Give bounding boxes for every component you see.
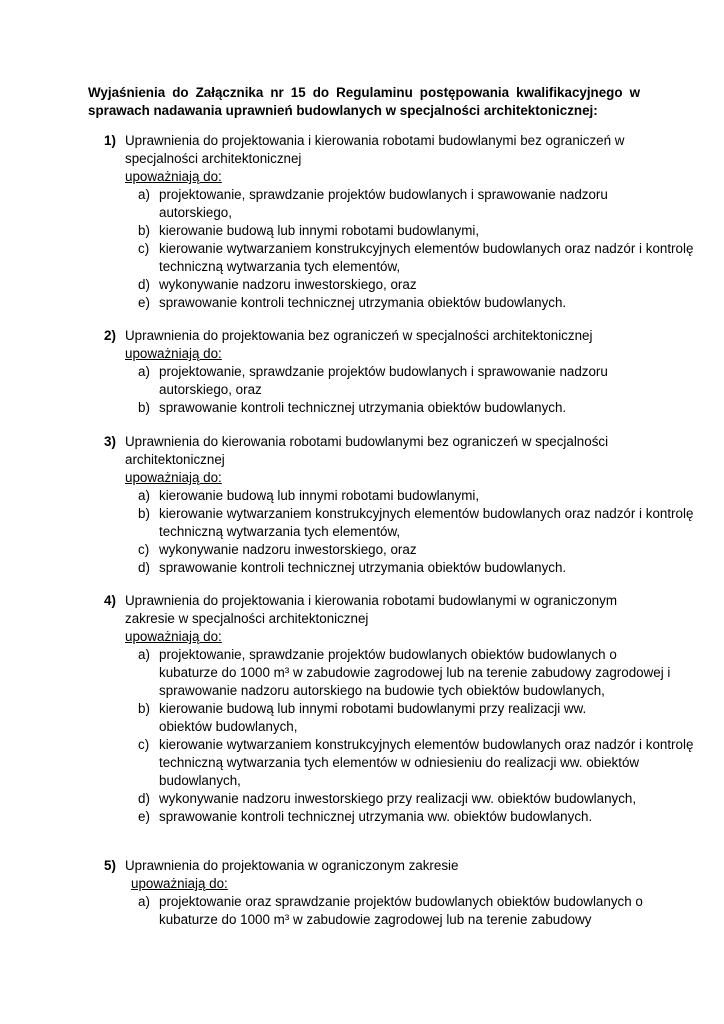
section-title: Uprawnienia do projektowania w ograniczonym zakresie <box>125 858 459 873</box>
list-item <box>104 363 629 399</box>
section-1 <box>104 132 694 312</box>
section-number: 5) <box>104 858 116 873</box>
item-letter: b) <box>138 506 150 521</box>
section-title: Uprawnienia do projektowania i kierowania robotami budowlanymi bez ograniczeń w specjalności architektonicznej <box>125 133 625 166</box>
list-item <box>104 541 664 559</box>
section-3 <box>104 433 694 577</box>
list-item <box>104 646 677 700</box>
list-item <box>104 222 664 240</box>
section-header <box>104 857 664 893</box>
section-header <box>104 327 664 363</box>
section-number: 3) <box>104 434 116 449</box>
item-letter: d) <box>138 277 150 292</box>
item-list <box>104 363 664 417</box>
list-item <box>104 893 694 929</box>
item-list <box>104 487 694 577</box>
item-text: sprawowanie kontroli technicznej utrzymania obiektów budowlanych. <box>159 560 567 575</box>
list-item <box>104 487 664 505</box>
item-text: kierowanie wytwarzaniem konstrukcyjnych elementów budowlanych oraz nadzór i kontrolę techniczną wytwarzania tych elementów w odniesieniu do realizacji ww. obiektów budowlanych, <box>159 737 694 788</box>
section-number: 4) <box>104 593 116 608</box>
item-text: kierowanie budową lub innymi robotami budowlanymi, <box>159 223 480 238</box>
item-letter: d) <box>138 791 150 806</box>
section-subheading: upoważniają do: <box>125 346 222 361</box>
section-number: 2) <box>104 328 116 343</box>
document-heading: Wyjaśnienia do Załącznika nr 15 do Regulaminu postępowania kwalifikacyjnego w sprawach nadawania uprawnień budowlanych w specjalności architektonicznej: <box>88 85 640 118</box>
list-item <box>104 276 664 294</box>
item-text: projektowanie oraz sprawdzanie projektów budowlanych obiektów budowlanych o kubaturze do 1000 m³ w zabudowie zagrodowej lub na terenie zabudowy <box>159 894 643 927</box>
list-item <box>104 790 719 808</box>
list-item <box>104 294 664 312</box>
item-text: kierowanie budową lub innymi robotami budowlanymi, <box>159 488 480 503</box>
section-4 <box>104 592 694 826</box>
section-number: 1) <box>104 133 116 148</box>
section-header <box>104 132 664 186</box>
item-letter: a) <box>138 488 150 503</box>
section-header <box>104 592 664 646</box>
section-subheading: upoważniają do: <box>125 169 222 184</box>
section-title: Uprawnienia do projektowania bez ograniczeń w specjalności architektonicznej <box>125 328 593 343</box>
list-item <box>104 559 664 577</box>
item-letter: b) <box>138 701 150 716</box>
item-text: wykonywanie nadzoru inwestorskiego, oraz <box>159 277 417 292</box>
item-letter: a) <box>138 894 150 909</box>
item-letter: e) <box>138 809 150 824</box>
item-text: projektowanie, sprawdzanie projektów budowlanych obiektów budowlanych o kubaturze do 1000 m³ w zabudowie zagrodowej lub na terenie zabudowy zagrodowej i sprawowanie nadzoru autorskiego na budowie tych obiektów budowlanych, <box>159 647 671 698</box>
item-text: kierowanie wytwarzaniem konstrukcyjnych elementów budowlanych oraz nadzór i kontrolę techniczną wytwarzania tych elementów, <box>159 241 694 274</box>
item-letter: c) <box>138 542 150 557</box>
item-text: wykonywanie nadzoru inwestorskiego przy realizacji ww. obiektów budowlanych, <box>159 791 637 806</box>
list-item <box>104 240 699 276</box>
list-item <box>104 736 699 790</box>
item-text: sprawowanie kontroli technicznej utrzymania obiektów budowlanych. <box>159 400 567 415</box>
item-letter: b) <box>138 400 150 415</box>
item-letter: a) <box>138 364 150 379</box>
item-letter: a) <box>138 647 150 662</box>
item-letter: e) <box>138 295 150 310</box>
list-item <box>104 505 699 541</box>
section-subheading: upoważniają do: <box>131 876 228 891</box>
item-letter: b) <box>138 223 150 238</box>
section-subheading: upoważniają do: <box>125 629 222 644</box>
section-2 <box>104 327 664 417</box>
item-letter: d) <box>138 560 150 575</box>
item-text: kierowanie budową lub innymi robotami budowlanymi przy realizacji ww. obiektów budowlanych, <box>159 701 587 734</box>
item-text: sprawowanie kontroli technicznej utrzymania obiektów budowlanych. <box>159 295 567 310</box>
item-text: projektowanie, sprawdzanie projektów budowlanych i sprawowanie nadzoru autorskiego, <box>159 187 608 220</box>
section-title: Uprawnienia do kierowania robotami budowlanymi bez ograniczeń w specjalności architektonicznej <box>125 434 609 467</box>
list-item <box>104 700 629 736</box>
item-text: sprawowanie kontroli technicznej utrzymania ww. obiektów budowlanych. <box>159 809 593 824</box>
item-letter: a) <box>138 187 150 202</box>
section-title: Uprawnienia do projektowania i kierowania robotami budowlanymi w ograniczonym zakresie w specjalności architektonicznej <box>125 593 617 626</box>
item-text: projektowanie, sprawdzanie projektów budowlanych i sprawowanie nadzoru autorskiego, oraz <box>159 364 608 397</box>
item-list <box>104 186 694 312</box>
list-item <box>104 186 609 222</box>
list-item <box>104 399 664 417</box>
section-subheading: upoważniają do: <box>125 470 222 485</box>
item-text: kierowanie wytwarzaniem konstrukcyjnych elementów budowlanych oraz nadzór i kontrolę techniczną wytwarzania tych elementów, <box>159 506 694 539</box>
item-list <box>104 646 694 826</box>
list-item <box>104 808 664 826</box>
section-5 <box>104 857 664 929</box>
item-list <box>104 893 664 929</box>
section-header <box>104 433 664 487</box>
item-text: wykonywanie nadzoru inwestorskiego, oraz <box>159 542 417 557</box>
item-letter: c) <box>138 737 150 752</box>
item-letter: c) <box>138 241 150 256</box>
